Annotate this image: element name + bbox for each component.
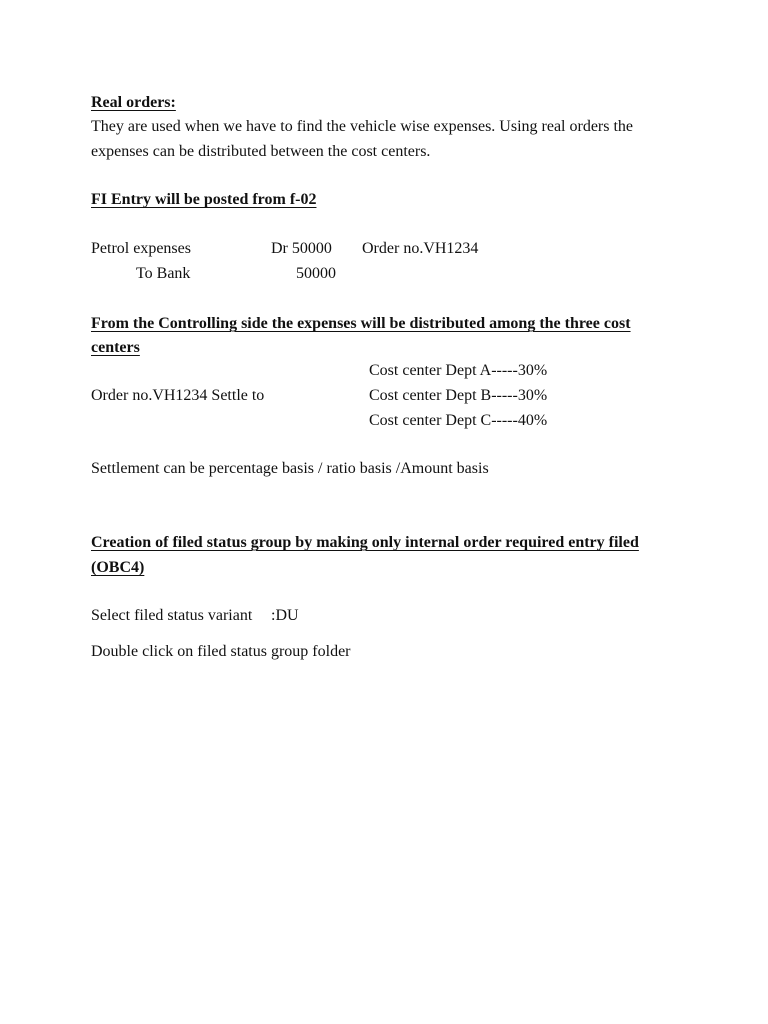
field-status-variant-value: :DU: [271, 607, 299, 624]
field-status-heading-line-1: Creation of filed status group by making only internal order required entry filed: [91, 534, 639, 551]
debit-account-label: Petrol expenses: [91, 240, 191, 257]
controlling-heading-line-1: From the Controlling side the expenses will be distributed among the three cost: [91, 315, 631, 332]
fi-entry-heading: FI Entry will be posted from f-02: [91, 191, 317, 208]
real-orders-heading: Real orders:: [91, 94, 176, 111]
order-reference: Order no.VH1234: [362, 240, 479, 257]
field-status-instruction: Double click on filed status group folder: [91, 643, 351, 660]
cost-center-dept-a: Cost center Dept A-----30%: [369, 362, 548, 379]
field-status-heading-line-2: (OBC4): [91, 559, 145, 576]
cost-center-dept-c: Cost center Dept C-----40%: [369, 412, 548, 429]
settlement-note: Settlement can be percentage basis / ratio basis /Amount basis: [91, 460, 489, 477]
real-orders-paragraph-line-2: expenses can be distributed between the cost centers.: [91, 143, 431, 160]
controlling-heading-line-2: centers: [91, 339, 140, 356]
credit-amount: 50000: [296, 265, 336, 282]
field-status-variant-label: Select filed status variant: [91, 607, 253, 624]
settle-to-label: Order no.VH1234 Settle to: [91, 387, 265, 404]
credit-account-label: To Bank: [136, 265, 191, 282]
real-orders-paragraph-line-1: They are used when we have to find the vehicle wise expenses. Using real orders the: [91, 118, 634, 135]
cost-center-dept-b: Cost center Dept B-----30%: [369, 387, 548, 404]
debit-amount: Dr 50000: [271, 240, 332, 257]
